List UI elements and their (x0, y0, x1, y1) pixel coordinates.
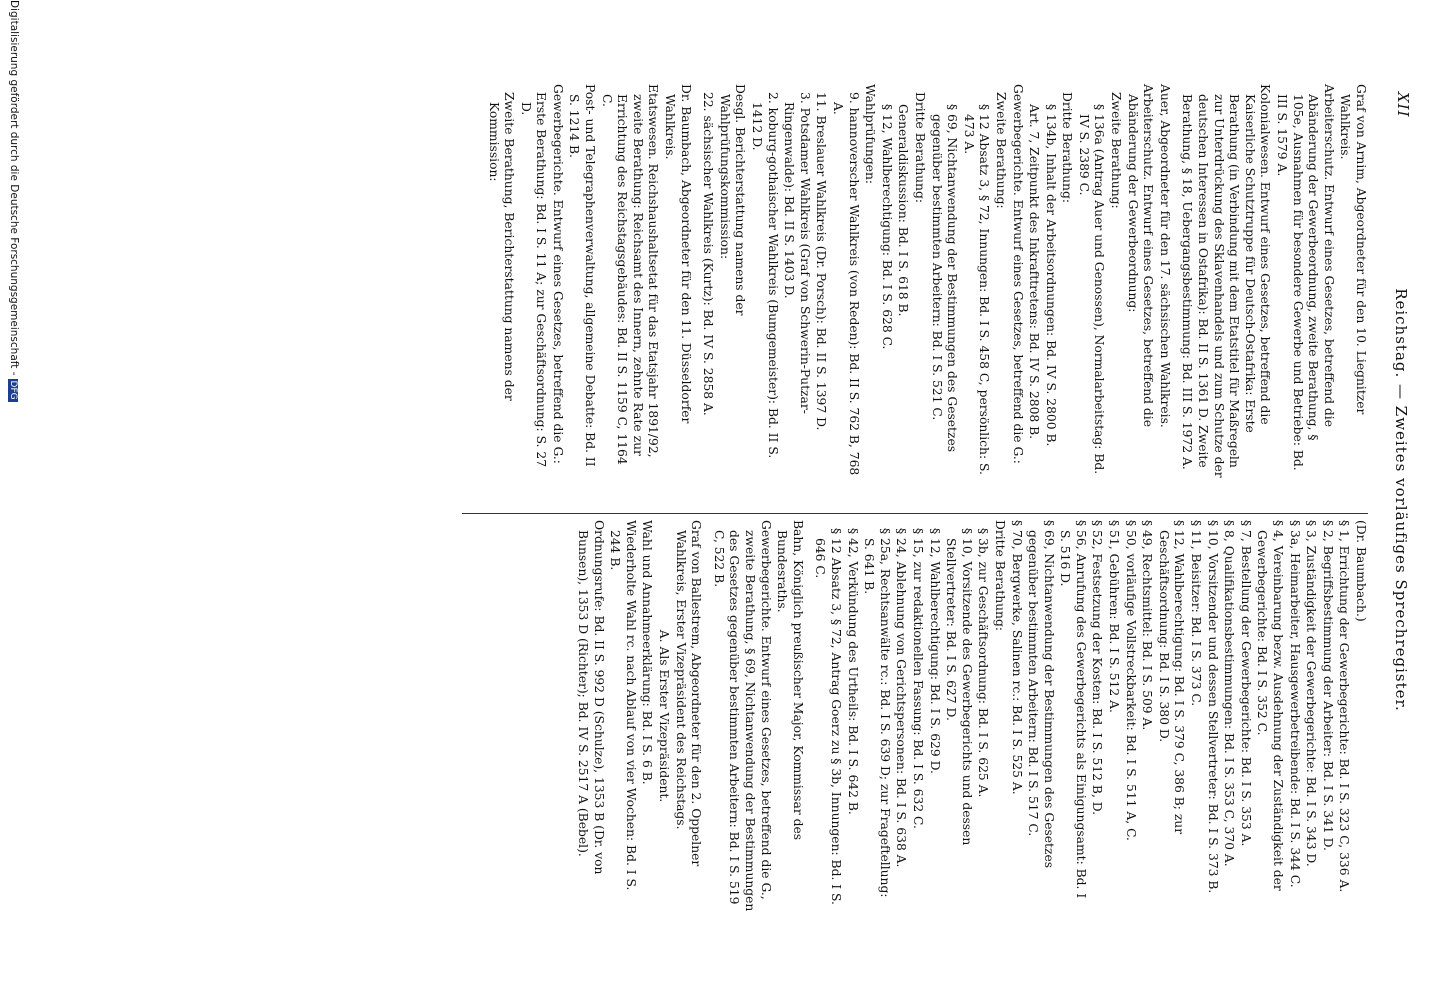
index-entry: § 69, Nichtanwendung der Bestimmungen des Gesetzes gegenüber bestimmten Arbeitern: Bd. I S. 517 C. (1026, 520, 1056, 869)
index-entry: Wahlprüfungen: (863, 84, 878, 185)
index-entry: Wahl und Annahmeerklärung: Bd. I S. 6 B. (640, 520, 655, 785)
index-entry: § 49, Rechtsmittel: Bd. I S. 509 A. (1140, 520, 1155, 731)
index-entry: § 4, Vereinbarung bezw. Ausdehnung der Zuständigkeit der Gewerbegerichte: Bd. I S. 352 C. (1255, 520, 1286, 891)
index-entry: 11. Breslauer Wahlkreis (Dr. Porsch): Bd. II S. 1397 D. (814, 92, 829, 431)
index-entry: § 8, Qualifikationsbestimmungen: Bd. I S. 353 C, 370 A. (1222, 520, 1237, 867)
index-entry: Zweite Berathung: (1109, 92, 1124, 209)
column-left (484, 84, 1368, 479)
index-entry: Zweite Berathung, Berichterstattung namens der Kommission: (486, 92, 517, 401)
index-entry: Bahn, Königlich preußischer Major, Kommissar des Bundesraths. (775, 520, 805, 841)
index-entry: § 69, Nichtanwendung der Bestimmungen des Gesetzes gegenüber bestimmten Arbeitern: Bd. I S. 521 C. (929, 104, 960, 453)
index-entry: Zweite Berathung: (993, 92, 1008, 209)
page-number: XII (1394, 92, 1412, 118)
index-entry: § 1, Errichtung der Gewerbegerichte: Bd. I S. 323 C, 336 A. (1337, 520, 1352, 893)
index-entry: 2. koburg-gothaischer Wahlkreis (Bumgemeister): Bd. II S. 1412 D. (750, 92, 780, 459)
index-entry: Kolonialwesen. Entwurf eines Gesetzes, betreffend die Kaiserliche Schutztruppe für Deutsch-Ostafrika: Erste Berathung (in Verbindung mit dem Etatstitel für Maßregeln zur Unterdrückung des Sklavenhandels und zum Schutze der deutschen Interessen in Ostafrika): Bd. II S. 1361 D. Zweite Berathung, § 18, Uebergangsbestimmung: Bd. III S. 1972 A. (1180, 84, 1273, 478)
dfg-logo: DFG (8, 380, 18, 400)
credit-text: Digitalisierung gefördert durch die Deutsche Forschungsgemeinschaft - (8, 0, 20, 376)
index-entry: (Dr. Baumbach.) (1354, 520, 1368, 622)
index-entry: A. Als Erster Vizepräsident. (657, 629, 672, 803)
index-entry: Art. 7, Zeitpunkt des Inkrafttretens: Bd. IV S. 2808 B. (1027, 104, 1042, 440)
entry-gap (805, 520, 811, 912)
index-entry: § 25a, Rechtsanwälte rc.: Bd. I S. 639 D; zur Frageftellung: S. 641 B. (862, 528, 892, 898)
index-entry: § 12, Wahlberechtigung: Bd. I S. 379 C, 386 B; zur Geschäftsordnung: Bd. I S. 380 D. (1156, 520, 1187, 835)
index-entry: § 7, Bestellung der Gewerbegerichte: Bd. I S. 353 A. (1238, 520, 1253, 847)
index-entry: Gewerbegerichte. Entwurf eines Gesetzes, betreffend die G.: (550, 84, 565, 464)
index-entry: Desgl. Berichterstattung namens der Wahlprüfungskommission: (717, 84, 748, 316)
index-entry: 22. sächsischer Wahlkreis (Kurtz): Bd. IV S. 2858 A. (701, 92, 716, 416)
index-entry: § 12 Absatz 3, § 72, Antrag Goerz zu § 3b, Innungen: Bd. I S. 646 C. (813, 528, 843, 905)
index-entry: Dr. Baumbach, Abgeordneter für den 11. Düsseldorfer Wahlkreis. (663, 84, 693, 424)
index-entry: Ordnungsrufe: Bd. II S. 992 D (Schulze), 1353 B (Dr. von Bunsen), 1353 D (Richter); Bd. IV S. 2517 A (Bebel). (576, 520, 606, 875)
index-entry: Etatswesen. Reichshaushaltsetat für das Etatsjahr 1891/92, zweite Berathung: Reichsamt des Innern, zehnte Rate zur Errichtung des Reichstagsgebäudes: Bd. II S. 1159 C, 1164 C. (599, 84, 661, 465)
index-entry: § 10, Vorsitzender und dessen Stellvertreter: Bd. I S. 373 B. (1205, 520, 1220, 894)
entry-gap (1172, 84, 1178, 479)
index-entry: § 70, Bergwerke, Salinen rc.: Bd. I S. 525 A. (1009, 520, 1024, 795)
index-entry: § 15, zur redaktionellen Fassung: Bd. I S. 632 C. (910, 528, 925, 829)
column-right (574, 520, 1369, 912)
index-entry: 9. hannoverscher Wahlkreis (von Reden): Bd. II S. 762 B, 768 A. (831, 92, 861, 476)
index-entry: § 12, Wahlberechtigung: Bd. I S. 629 D. (927, 528, 942, 774)
index-entry: § 3a, Heimarbeiter, Hausgewerbetreibende: Bd. I S. 344 C. (1287, 520, 1302, 888)
index-entry: § 50, vorläufige Vollstreckbarkeit: Bd. I S. 511 A, C. (1123, 520, 1138, 841)
index-entry: § 12 Absatz 3, § 72, Innungen: Bd. I S. 458 C, persönlich: S. 473 A. (961, 104, 992, 475)
index-entry: Gewerbegerichte. Entwurf eines Gesetzes, betreffend die G.: (1010, 84, 1025, 464)
index-entry: Arbeiterschutz. Entwurf eines Gesetzes, betreffend die Abänderung der Gewerbeordnung, zweite Berathung, § 105e, Ausnahmen für besondere Gewerbe und Betriebe: Bd. III S. 1579 A. (1275, 84, 1336, 471)
index-entry: § 12, Wahlberechtigung: Bd. I S. 628 C. (879, 104, 894, 350)
index-entry: § 11, Beisitzer: Bd. I S. 373 C. (1189, 520, 1204, 707)
index-entry: § 2, Begriffsbestimmung der Arbeiter: Bd. I S. 341 D. (1320, 520, 1335, 851)
index-entry: 3. Potsdamer Wahlkreis (Graf von Schwerin-Putzar-Ringenwalde): Bd. II S. 1403 D. (782, 92, 812, 414)
index-entry: § 10, Vorsitzende des Gewerbegerichts und dessen Stellvertreter: Bd. I S. 627 D. (944, 528, 974, 846)
running-title: Reichstag. — Zweites vorläufiges Sprechregister. (1392, 288, 1410, 712)
index-entry: § 3, Zuständigkeit der Gewerbegerichte: Bd. I S. 343 D. (1304, 520, 1319, 867)
index-entry: Generaldiskussion: Bd. I S. 618 B. (896, 104, 911, 317)
entry-gap (693, 84, 699, 479)
index-entry: Dritte Berathung: (912, 92, 927, 203)
index-entry: § 3b, zur Geschäftsordnung: Bd. I S. 625 A. (976, 528, 991, 798)
index-entry: Gewerbegerichte. Entwurf eines Gesetzes, betreffend die G., zweite Berathung, § 69, Nichtanwendung der Bestimmungen des Gesetzes gegenüber bestimmten Arbeitern: Bd. I S. 519 C, 522 B. (711, 520, 773, 912)
index-entry: Erste Berathung: Bd. I S. 11 A; zur Geschäftsordnung: S. 27 D. (518, 92, 549, 468)
index-entry: § 52, Festsetzung der Kosten: Bd. I S. 512 B, D. (1090, 520, 1105, 816)
index-entry: Auer, Abgeordneter für den 17. sächsischen Wahlkreis. (1157, 84, 1172, 428)
column-divider (462, 513, 1368, 514)
index-entry: § 42, Verkündung des Urtheils: Bd. I S. 642 B. (845, 528, 860, 815)
index-entry: Post- und Telegraphenverwaltung, allgemeine Debatte: Bd. II S. 1214 B. (567, 84, 598, 467)
index-entry: Graf von Arnim, Abgeordneter für den 10. Liegnitzer Wahlkreis. (1338, 84, 1368, 415)
index-entry: § 56, Anrufung des Gewerbegerichts als Einigungsamt: Bd. I S. 516 D. (1058, 520, 1088, 899)
index-entry: Dritte Berathung: (1060, 92, 1075, 203)
index-entry: Dritte Berathung: (992, 520, 1007, 631)
digitization-credit (8, 0, 20, 1000)
index-entry: § 24, Ablehnung von Gerichtspersonen: Bd. I S. 638 A. (894, 528, 909, 868)
entry-gap (703, 520, 709, 912)
index-entry: § 136a (Antrag Auer und Genossen), Normalarbeitstag: Bd. IV S. 2389 C. (1076, 104, 1107, 475)
index-entry: § 134b, Inhalt der Arbeitsordnungen: Bd. IV S. 2800 B. (1043, 104, 1058, 447)
index-entry: Graf von Ballestrem, Abgeordneter für den 2. Oppelner Wahlkreis, Erster Vizepräsident des Reichstags. (673, 520, 704, 867)
index-entry: § 51, Gebühren: Bd. I S. 512 A. (1107, 520, 1122, 713)
index-entry: Wiederholte Wahl rc. nach Ablauf von vier Wochen: Bd. I S. 244 B. (608, 520, 638, 891)
index-entry: Arbeiterschutz. Entwurf eines Gesetzes, betreffend die Abänderung der Gewerbeordnung: (1125, 84, 1156, 428)
